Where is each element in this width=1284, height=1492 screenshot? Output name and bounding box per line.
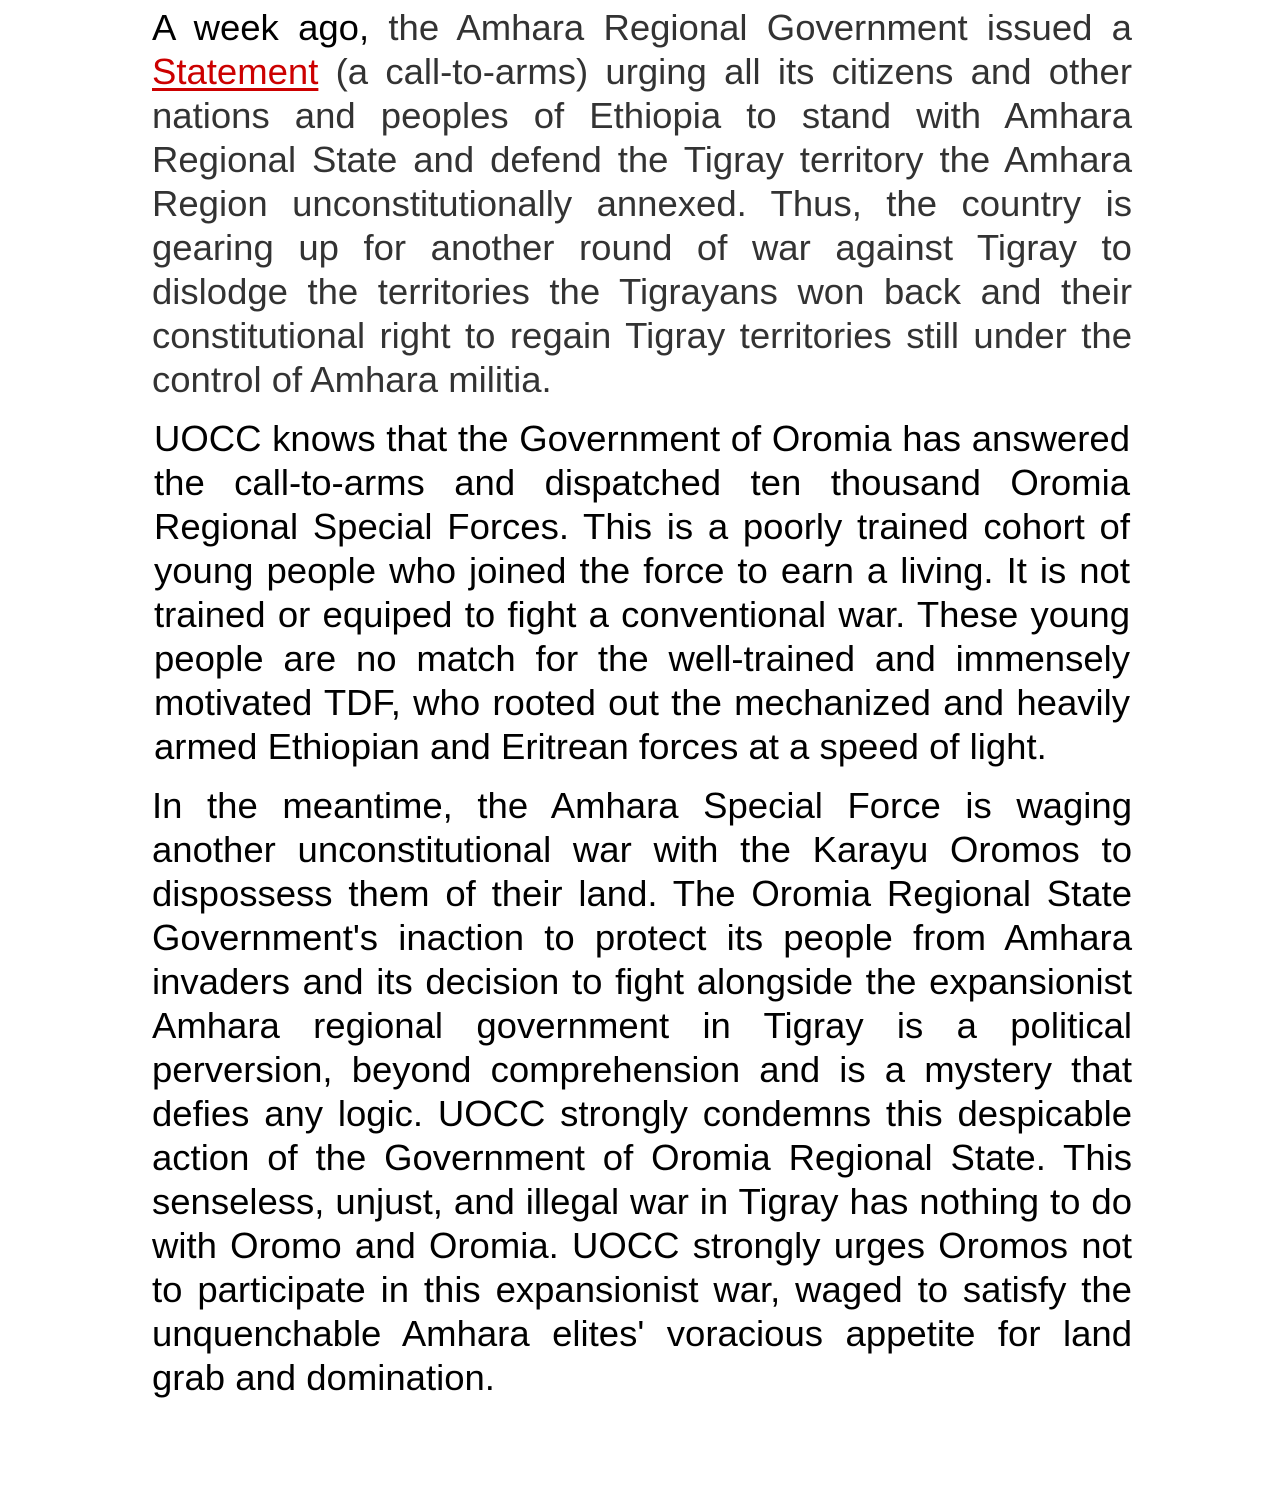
- paragraph-1-lead: A week ago,: [152, 7, 370, 48]
- document-body: [152, 6, 1132, 1400]
- paragraph-1-after-link: (a call-to-arms) urging all its citizens and other nations and peoples of Ethiopia to stand with Amhara Regional State and defend the Tigray territory the Amhara Region unconstitutionally annexed. Thus, the country is gearing up for another round of war against Tigray to dislodge the territories the Tigrayans won back and their constitutional right to regain Tigray territories still under the control of Amhara militia.: [152, 51, 1132, 400]
- paragraph-3: In the meantime, the Amhara Special Force is waging another unconstitutional war with the Karayu Oromos to dispossess them of their land. The Oromia Regional State Government's inaction to protect its people from Amhara invaders and its decision to fight alongside the expansionist Amhara regional government in Tigray is a political perversion, beyond comprehension and is a mystery that defies any logic. UOCC strongly condemns this despicable action of the Government of Oromia Regional State. This senseless, unjust, and illegal war in Tigray has nothing to do with Oromo and Oromia. UOCC strongly urges Oromos not to participate in this expansionist war, waged to satisfy the unquenchable Amhara elites' voracious appetite for land grab and domination.: [152, 785, 1132, 1398]
- paragraph-1-before-link: the Amhara Regional Government issued a: [369, 7, 1132, 48]
- statement-link[interactable]: Statement: [152, 51, 319, 92]
- paragraph-1: [152, 6, 1132, 402]
- paragraph-2: UOCC knows that the Government of Oromia has answered the call-to-arms and dispatched ten thousand Oromia Regional Special Forces. This is a poorly trained cohort of young people who joined the force to earn a living. It is not trained or equiped to fight a conventional war. These young people are no match for the well-trained and immensely motivated TDF, who rooted out the mechanized and heavily armed Ethiopian and Eritrean forces at a speed of light.: [154, 418, 1130, 767]
